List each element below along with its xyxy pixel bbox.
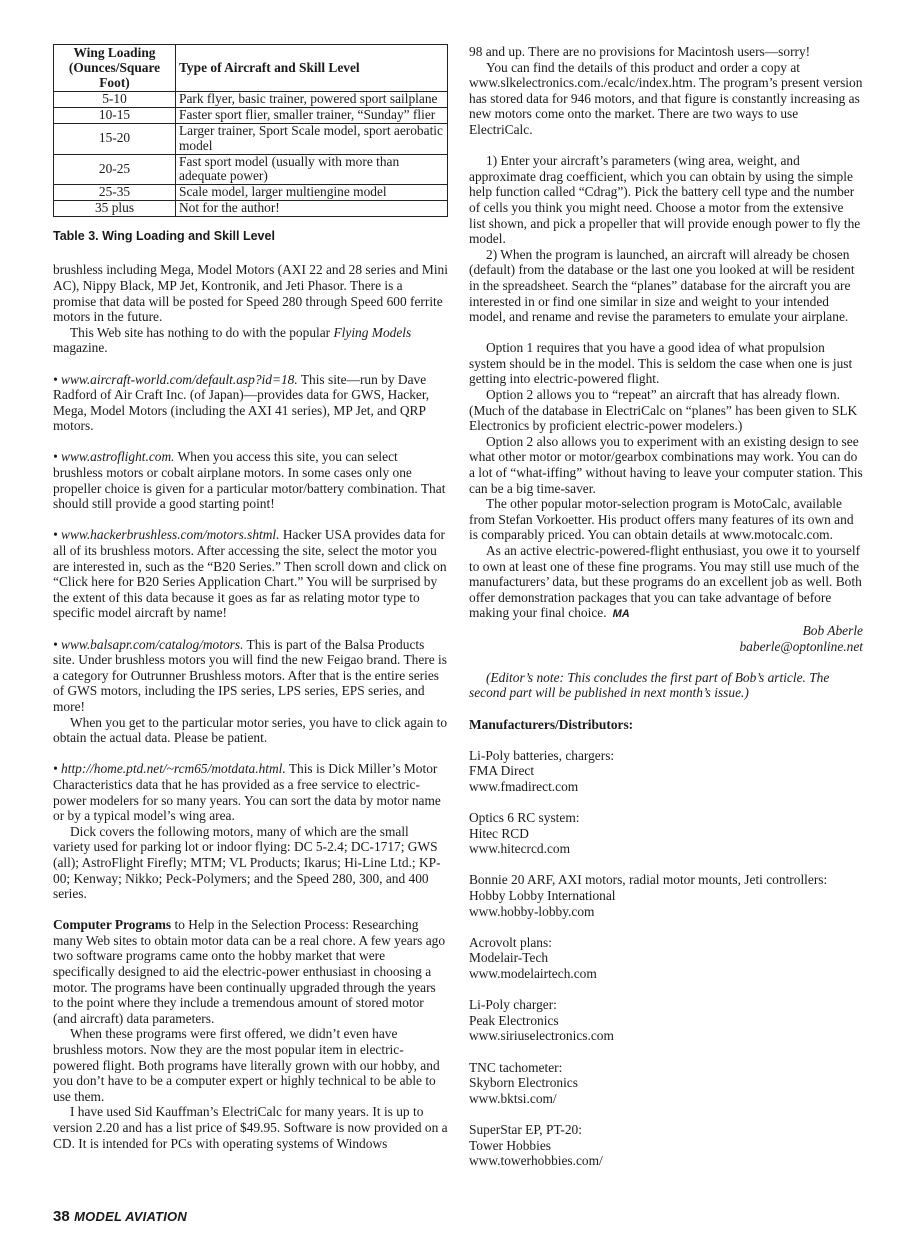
table-row: [54, 154, 448, 185]
manufacturer-url[interactable]: www.hobby-lobby.com: [469, 903, 595, 919]
link-aircraft-world[interactable]: • www.aircraft-world.com/default.asp?id=18.: [53, 371, 298, 387]
paragraph: When these programs were first offered, we didn’t even have brushless motors. Now they are the most popular item in electric-powered flight. Both programs have literally grown with our hobby, and you don’t have to be a computer expert or highly technical to be able to use them.: [53, 1026, 440, 1104]
bullet-balsapr: [53, 637, 448, 715]
manufacturer-url[interactable]: www.fmadirect.com: [469, 778, 579, 794]
bullet-hacker: [53, 527, 448, 621]
manufacturer-company: Tower Hobbies: [469, 1137, 551, 1153]
bullet-astroflight: [53, 449, 448, 511]
table-cell-type: Not for the author!: [176, 200, 448, 216]
table-cell-type: Scale model, larger multiengine model: [176, 185, 448, 201]
manufacturers-heading: [469, 717, 863, 733]
manufacturer-url[interactable]: www.towerhobbies.com/: [469, 1153, 603, 1169]
paragraph: I have used Sid Kauffman’s ElectriCalc for many years. It is up to version 2.20 and has a list price of $49.95. Software is now provided on a CD. It is intended for PCs with operating systems of Windows: [53, 1104, 448, 1151]
paragraph: [53, 917, 448, 1026]
text-run: This is part of the Balsa Products site. Under brushless motors you will find the new Feigao brand. There is a category for Outrunner Brushless motors. After that is the entire series of GWS motors, including the IPS series, LPS series, EPS series, and more!: [53, 636, 447, 714]
manufacturer-item: Li-Poly batteries, chargers:: [469, 747, 615, 763]
paragraph: [469, 543, 863, 623]
text-run: This is Dick Miller’s Motor Characteristics data that he has provided as a free service to electric-power modelers for so many years. You can sort the data by motor name or by a typical model’s wing area.: [53, 761, 441, 824]
author-name: Bob Aberle: [802, 622, 863, 638]
right-column: [469, 44, 863, 1169]
text-run: This Web site has nothing to do with the popular: [70, 324, 334, 340]
link-astroflight[interactable]: • www.astroflight.com.: [53, 449, 175, 465]
text-run: When you access this site, you can select brushless motors or cobalt airplane motors. In some cases only one propeller choice is given for a particular motor/battery combination. That should still provide a good starting point!: [53, 449, 446, 512]
manufacturer-company: Peak Electronics: [469, 1012, 559, 1028]
manufacturer-url[interactable]: www.modelairtech.com: [469, 966, 597, 982]
manufacturer-entry: [469, 1122, 863, 1169]
link-hacker[interactable]: • www.hackerbrushless.com/motors.shtml.: [53, 527, 280, 543]
manufacturer-entry: [469, 748, 863, 795]
manufacturer-entry: [469, 997, 863, 1044]
table-row: [54, 200, 448, 216]
manufacturer-item: Acrovolt plans:: [469, 934, 552, 950]
manufacturer-company: FMA Direct: [469, 763, 535, 779]
section-heading: Manufacturers/Distributors:: [469, 716, 634, 732]
paragraph: You can find the details of this product and order a copy at www.slkelectronics.com./ecalc/index.htm. The program’s present version has stored data for 946 motors, and that figure is constantly increasing as new motors come onto the market. There are two ways to use ElectriCalc.: [469, 59, 863, 137]
table-row: [54, 123, 448, 154]
manufacturer-item: TNC tachometer:: [469, 1059, 563, 1075]
manufacturer-item: Li-Poly charger:: [469, 997, 557, 1013]
table-cell-type: Faster sport flier, smaller trainer, “Sunday” flier: [176, 108, 448, 124]
table-cell-loading: 5-10: [54, 92, 176, 108]
table-cell-loading: 15-20: [54, 123, 176, 154]
manufacturer-item: SuperStar EP, PT-20:: [469, 1121, 582, 1137]
manufacturer-entry: [469, 1060, 863, 1107]
left-column: [53, 44, 448, 1151]
paragraph: Option 1 requires that you have a good idea of what propulsion system should be in the model. This is seldom the case when one is just getting into electric-powered flight.: [469, 340, 853, 387]
table-cell-type: Fast sport model (usually with more than adequate power): [176, 154, 448, 185]
bullet-aircraft-world: [53, 372, 448, 434]
magazine-title: Flying Models: [333, 324, 412, 340]
page-footer: [53, 1208, 187, 1226]
editor-note: (Editor’s note: This concludes the first part of Bob’s article. The second part will be published in next month’s issue.): [469, 669, 830, 701]
table-cell-loading: 20-25: [54, 154, 176, 185]
table-header-loading: Wing Loading (Ounces/Square Foot): [54, 45, 176, 92]
table-cell-type: Larger trainer, Sport Scale model, sport aerobatic model: [176, 123, 448, 154]
manufacturer-entry: [469, 810, 863, 857]
paragraph: [53, 325, 448, 356]
paragraph: When you get to the particular motor series, you have to click again to obtain the actual data. Please be patient.: [53, 714, 448, 746]
manufacturer-url[interactable]: www.bktsi.com/: [469, 1090, 557, 1106]
table-row: [54, 92, 448, 108]
paragraph: Option 2 also allows you to experiment with an existing design to see what other motor or motor/gearbox combinations may work. You can do a lot of “what-iffing” without having to leave your computer station. This can be a big time-saver.: [469, 433, 863, 496]
link-balsapr[interactable]: • www.balsapr.com/catalog/motors.: [53, 636, 244, 652]
table-cell-loading: 10-15: [54, 108, 176, 124]
paragraph: The other popular motor-selection program is MotoCalc, available from Stefan Vorkoetter. His product offers many features of its own and is comparably priced. You can obtain details at www.motocalc.com.: [469, 496, 854, 543]
table-header-row: [54, 45, 448, 92]
manufacturer-item: Bonnie 20 ARF, AXI motors, radial motor mounts, Jeti controllers:: [469, 872, 828, 888]
manufacturer-entry: [469, 872, 863, 919]
table-header-type: Type of Aircraft and Skill Level: [176, 45, 448, 92]
manufacturer-company: Hitec RCD: [469, 825, 529, 841]
paragraph: Option 2 allows you to “repeat” an aircraft that has already flown. (Much of the database in ElectriCalc on “planes” has been given to SLK Electronics by proficient electric-power modelers.): [469, 387, 858, 434]
manufacturer-company: Hobby Lobby International: [469, 888, 616, 904]
page-number: 38: [53, 1208, 70, 1225]
paragraph: 98 and up. There are no provisions for Macintosh users—sorry!: [469, 44, 811, 59]
manufacturer-entry: [469, 935, 863, 982]
table-caption: Table 3. Wing Loading and Skill Level: [53, 228, 275, 243]
manufacturer-url[interactable]: www.siriuselectronics.com: [469, 1028, 614, 1044]
text-run: to Help in the Selection Process: Researching many Web sites to obtain motor data can be a real chore. A few years ago two software programs came onto the hobby market that were specifically designed to aid the electric-power enthusiast in choosing a motor. The programs have been continually upgraded through the years to the point where they include a tremendous amount of stored motor (and aircraft) data parameters.: [53, 917, 446, 1026]
text-run: magazine.: [53, 340, 108, 356]
manufacturer-company: Skyborn Electronics: [469, 1075, 578, 1091]
section-heading: Computer Programs: [53, 917, 172, 933]
magazine-name: MODEL AVIATION: [74, 1209, 187, 1224]
paragraph: 2) When the program is launched, an aircraft will already be chosen (default) from the database or the last one you looked at will be resident in the spreadsheet. Search the “planes” database for the aircraft you are interested in or find one similar in size and weight to your intended model, and rename and revise the parameters to emulate your airplane.: [469, 246, 855, 325]
manufacturer-company: Modelair-Tech: [469, 950, 549, 966]
manufacturer-item: Optics 6 RC system:: [469, 810, 580, 826]
author-email[interactable]: baberle@optonline.net: [739, 638, 863, 654]
paragraph: 1) Enter your aircraft’s parameters (wing area, weight, and approximate drag coefficient, which you can obtain by using the simple help function called “Cdrag”). Pick the battery cell type and the number of cells you think you might need. Choose a motor from the extensive list shown, and pick a propeller that will provide enough power to fly the model.: [469, 153, 861, 247]
text-run: This site—run by Dave Radford of Air Craft Inc. (of Japan)—provides data for GWS, Hacker, Mega, Model Motors (including the AXI 41 series), MP Jet, and QRP motors.: [53, 371, 430, 434]
wing-loading-table: [53, 44, 448, 217]
paragraph: brushless including Mega, Model Motors (AXI 22 and 28 series and Mini AC), Nippy Black, MP Jet, Kontronik, and Jeti Phasor. There is a promise that data will be posted for Speed 280 through Speed 600 ferrite motors in the future.: [53, 262, 448, 325]
text-run: Hacker USA provides data for all of its brushless motors. After accessing the site, select the motor you are interested in, such as the “B20 Series.” Then scroll down and click on “Click here for B20 Series Application Chart.” You will be surprised by the extent of this data because it goes as far as relating motor type to specific model aircraft by name!: [53, 527, 447, 621]
manufacturer-url[interactable]: www.hitecrcd.com: [469, 841, 571, 857]
paragraph: Dick covers the following motors, many of which are the small variety used for parking lot or indoor flying: DC 5-2.4; DC-1717; GWS (all); AstroFlight Firefly; MTM; VL Products; Ikarus; Hi-Line Ltd.; KP-00; Kenway; Nikko; Peck-Polymers; and the Speed 280, 300, and 400 series.: [53, 823, 441, 902]
table-row: [54, 108, 448, 124]
table-cell-type: Park flyer, basic trainer, powered sport sailplane: [176, 92, 448, 108]
bullet-ptd: [53, 761, 448, 823]
table-row: [54, 185, 448, 201]
table-cell-loading: 25-35: [54, 185, 176, 201]
table-cell-loading: 35 plus: [54, 200, 176, 216]
end-mark: MA: [612, 608, 630, 621]
text-run: As an active electric-powered-flight enthusiast, you owe it to yourself to own at least one of these fine programs. You may still use much of the manufacturers’ data, but these programs do an excellent job as well. Both offer demonstration packages that you can take advantage of before making your final choice.: [469, 543, 862, 621]
link-ptd[interactable]: • http://home.ptd.net/~rcm65/motdata.html.: [53, 761, 286, 777]
